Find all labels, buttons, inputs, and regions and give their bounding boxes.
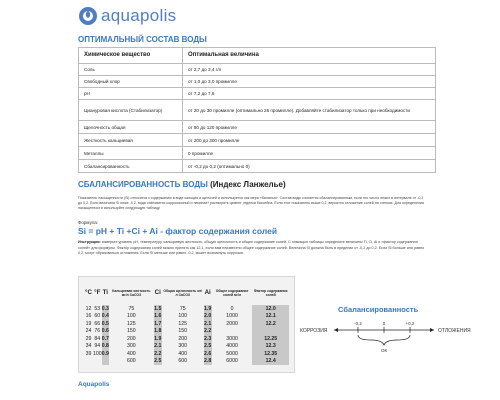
chemical-name: Сбалансированность (79, 160, 183, 173)
table-cell-f: 100 (92, 350, 102, 357)
table-row (84, 320, 289, 328)
table-row (79, 121, 436, 134)
ok-brace (358, 335, 410, 345)
brand-logo (78, 6, 176, 26)
table-cell-alk: 100 (178, 313, 188, 320)
optimal-value: от -0,2 до 0,2 (оптимально 0) (183, 160, 436, 173)
table-row (84, 313, 289, 321)
table-cell-ai: 2.5 (204, 343, 212, 350)
table-row (79, 160, 436, 173)
table-cell-ci: 2.5 (154, 358, 162, 365)
chemical-name: Свободный хлор (79, 76, 183, 88)
footer-brand: Aquapolis (78, 381, 110, 388)
column-header: °F (94, 288, 101, 296)
ok-label: ОК (380, 348, 388, 353)
formula: Si = pH + Ti +Ci + Ai - фактор содержания солей (78, 226, 278, 236)
optimal-value: от 80 до 120 промилле (183, 121, 436, 134)
table-cell-f: 66 (94, 320, 101, 327)
optimal-value: от 7,2 до 7,6 (183, 88, 436, 100)
formula-label: Формула: (78, 220, 99, 225)
table-cell-ai: 2.2 (204, 328, 212, 335)
chemical-name: Жесткость кальциевая (79, 134, 183, 147)
table-cell-ti: 0.6 (101, 328, 109, 335)
balance-diagram (298, 316, 482, 358)
table-row (84, 328, 289, 336)
table-cell-c: 24 (85, 328, 92, 335)
column-header: Общая щелочность мг/л CaCO3 (163, 288, 203, 297)
table-cell-ca: 200 (127, 335, 136, 342)
table-cell-ai: 2.0 (204, 313, 212, 320)
table-cell-f: 60 (94, 313, 101, 320)
table-cell-ca: 75 (128, 305, 135, 312)
table-cell-factor: 12.35 (252, 350, 289, 358)
saturation-table (84, 281, 289, 365)
table-cell-alk: 600 (178, 358, 188, 365)
pos-tick-label: +0,2 (405, 321, 415, 326)
table-cell-f: 53 (94, 305, 101, 312)
table-cell-ca: 400 (127, 350, 136, 357)
composition-table (78, 47, 436, 173)
table-cell-ai: 2.6 (204, 350, 212, 357)
table-cell-ti (102, 358, 109, 366)
table-cell-tds: 2000 (226, 320, 238, 327)
table-row (84, 350, 289, 358)
balance-diagram-title: Сбалансированность (338, 305, 419, 314)
corrosion-label: КОРРОЗИЯ (300, 328, 328, 334)
optimal-value: от 2,7 до 3,4 г/л (183, 64, 436, 76)
optimal-value: от 20 до 30 промилле (оптимально 25 промилле). Добавляйте стабилизатор только при необходимости (183, 100, 436, 121)
table-cell-ca: 150 (127, 328, 136, 335)
column-header: Оптимальная величина (183, 48, 436, 64)
table-cell-factor (252, 328, 289, 336)
table-row (84, 305, 289, 313)
table-cell-c: 29 (85, 335, 92, 342)
column-header: Ai (204, 288, 211, 296)
optimal-value: 0 промилле (183, 147, 436, 160)
table-cell-ai: 2.3 (204, 335, 212, 342)
table-cell-ti: 0.4 (101, 313, 109, 320)
table-cell-tds: 6000 (226, 358, 238, 365)
chemical-name: Металлы (79, 147, 183, 160)
table-row (79, 147, 436, 160)
table-row (79, 88, 436, 100)
table-row (84, 358, 289, 366)
table-cell-ci: 1.8 (154, 328, 162, 335)
table-cell-ci: 1.7 (154, 320, 162, 327)
table-cell-ai: 2.1 (204, 320, 212, 327)
brand-name: aquapolis (101, 6, 177, 25)
table-cell-ci: 2.2 (154, 350, 162, 357)
table-cell-f: 84 (94, 335, 101, 342)
table-cell-tds: 4000 (226, 343, 238, 350)
logo-icon (78, 6, 98, 26)
table-cell-ti: 0.5 (101, 320, 109, 327)
table-cell-alk: 125 (178, 320, 188, 327)
table-cell-factor: 12.2 (252, 320, 289, 328)
zero-tick-label: 0 (382, 321, 386, 326)
table-cell-factor: 12.25 (252, 335, 289, 343)
table-cell-factor: 12.1 (252, 313, 289, 321)
table-cell-c: 34 (85, 343, 92, 350)
table-cell-ti: 0.7 (101, 335, 109, 342)
chemical-name: Соль (79, 64, 183, 76)
instruction-label: Инструкция: (78, 240, 101, 244)
table-cell-c: 39 (85, 350, 92, 357)
neg-tick-label: -0,2 (354, 321, 362, 326)
table-cell-c: 16 (85, 313, 92, 320)
instruction-text: измерьте уровень pH, температуру, кальциевую жесткость, общую щелочность и общее содержание солей. С помощью таблицы определите величины Ti, Ci, Ai и «фактор содержания солей» для формулы. Фактор содержания солей можно принять как 12,1, если вам неизвестно общее содержание солей. Величина Si должна быть в пределах от -0,2 до 0,2. Если Si больше или равно 0,2, могут образоваться отложения. Если Si меньше или равно -0,2, может возникнуть коррозия. (78, 240, 425, 256)
table-cell-tds: 3000 (226, 335, 238, 342)
table-cell-ca: 125 (127, 320, 136, 327)
saturation-table-panel (78, 276, 295, 373)
table-cell-alk: 400 (178, 350, 188, 357)
arrow-left-icon (334, 328, 338, 332)
table-cell-factor: 12.0 (252, 305, 289, 313)
deposits-label: ОТЛОЖЕНИЯ (438, 328, 471, 334)
table-cell-alk: 150 (178, 328, 188, 335)
table-cell-tds: 5000 (226, 350, 238, 357)
table-cell-c: 12 (85, 305, 92, 312)
table-cell-tds: 0 (230, 305, 234, 312)
table-cell-f: 94 (94, 343, 101, 350)
column-header: Химическое вещество (79, 48, 183, 64)
instruction-paragraph (78, 240, 430, 257)
table-cell-ci: 1.6 (154, 313, 162, 320)
column-header: °C (85, 288, 92, 296)
table-row (79, 100, 436, 121)
table-cell-ai: 2.8 (204, 358, 212, 365)
section-title-text: СБАЛАНСИРОВАННОСТЬ ВОДЫ (78, 180, 208, 189)
table-cell-ci: 1.5 (154, 305, 162, 312)
column-header: Кальциевая жесткость мг/л CaCO3 (112, 288, 151, 297)
section-title-composition: ОПТИМАЛЬНЫЙ СОСТАВ ВОДЫ (78, 35, 207, 44)
chemical-name: Щелочность общая (79, 121, 183, 134)
arrow-right-icon (430, 328, 434, 332)
column-header: Общее содержание солей мг/л (215, 288, 249, 297)
table-cell-factor: 12.3 (252, 343, 289, 351)
table-cell-ci: 1.9 (154, 335, 162, 342)
table-cell-tds: 1000 (226, 313, 238, 320)
table-row (79, 64, 436, 76)
table-cell-tds (212, 328, 253, 336)
column-header: Ci (154, 288, 161, 296)
column-header: Фактор содержания солей (253, 288, 288, 297)
section-subtitle: (Индекс Ланжелье) (210, 180, 286, 189)
table-cell-ca: 600 (127, 358, 136, 365)
table-cell-ca: 300 (127, 343, 136, 350)
table-row (79, 76, 436, 88)
table-cell-alk: 75 (179, 305, 186, 312)
table-cell-c (84, 358, 93, 366)
chemical-name: pH (79, 88, 183, 100)
section-title-balance (78, 180, 286, 189)
optimal-value: от 1,0 до 3,0 промилле (183, 76, 436, 88)
optimal-value: от 200 до 300 промилле (183, 134, 436, 147)
table-cell-ti: 0.3 (101, 305, 109, 312)
table-header-row (79, 48, 436, 64)
table-cell-ti: 0.9 (101, 350, 109, 357)
table-row (79, 134, 436, 147)
table-cell-f: 76 (94, 328, 101, 335)
description-paragraph: Показатель насыщенности (Si) относится к содержанию в воде кальция и щелочей и используется как мера «баланса». Состав воды считается сбалансированным, если это число лежит в интервале от -0,2 до 0,2. Если величина Si ниже -0,2, вода становится коррозионной и начинает растворять цемент отделки бассейна. Если этот показатель выше 0,2, вероятно отложение солей на стенках. Для определения насыщенности используйте следующую таблицу. (78, 196, 424, 211)
table-cell-alk: 300 (178, 343, 188, 350)
column-header: Ti (102, 288, 108, 296)
table-cell-ai: 1.9 (204, 305, 212, 312)
table-header-row (84, 281, 289, 305)
table-row (84, 335, 289, 343)
table-cell-ci: 2.1 (154, 343, 162, 350)
table-row (84, 343, 289, 351)
table-cell-f (93, 358, 102, 366)
table-cell-ti: 0.8 (101, 343, 109, 350)
table-cell-alk: 200 (178, 335, 188, 342)
chemical-name: Циануровая кислота (Стабилизатор) (79, 100, 183, 121)
table-cell-ca: 100 (127, 313, 136, 320)
table-cell-c: 19 (85, 320, 92, 327)
table-cell-factor: 12.4 (252, 358, 289, 366)
